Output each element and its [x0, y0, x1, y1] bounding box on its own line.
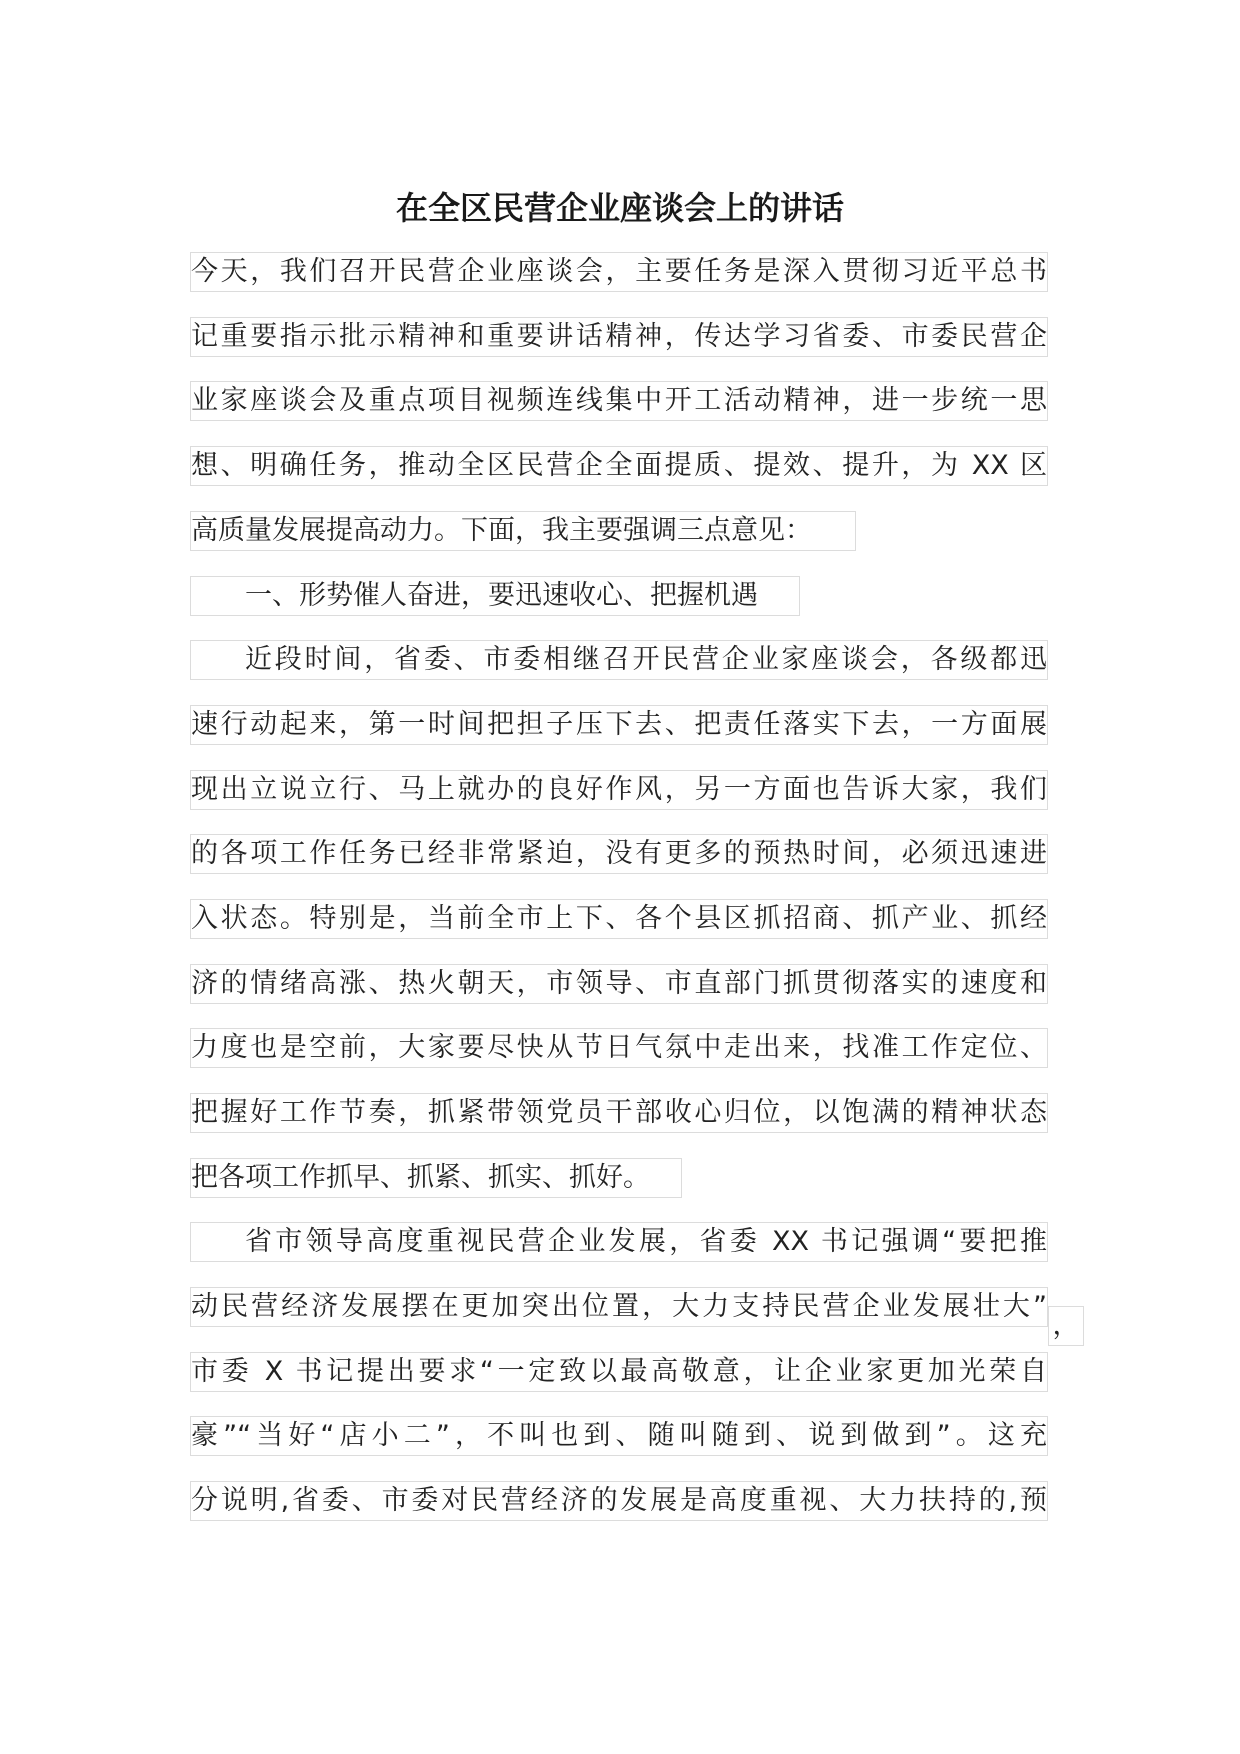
paragraph-line: 动民营经济发展摆在更加突出位置，大力支持民营企业发展壮大”	[190, 1287, 1048, 1327]
paragraph-line: 市委 X 书记提出要求“一定致以最高敬意，让企业家更加光荣自	[190, 1352, 1048, 1392]
section-heading: 一、形势催人奋进，要迅速收心、把握机遇	[190, 576, 800, 616]
paragraph-line: 速行动起来，第一时间把担子压下去、把责任落实下去，一方面展	[190, 705, 1048, 745]
paragraph-line: 省市领导高度重视民营企业发展，省委 XX 书记强调“要把推	[190, 1222, 1048, 1262]
paragraph-line: 高质量发展提高动力。下面，我主要强调三点意见：	[190, 511, 856, 551]
paragraph-line: 业家座谈会及重点项目视频连线集中开工活动精神，进一步统一思	[190, 381, 1048, 421]
paragraph-line: 的各项工作任务已经非常紧迫，没有更多的预热时间，必须迅速进	[190, 834, 1048, 874]
paragraph-line: 分说明,省委、市委对民营经济的发展是高度重视、大力扶持的,预	[190, 1481, 1048, 1521]
paragraph-line: 今天，我们召开民营企业座谈会，主要任务是深入贯彻习近平总书	[190, 252, 1048, 292]
paragraph-line: 记重要指示批示精神和重要讲话精神，传达学习省委、市委民营企	[190, 317, 1048, 357]
paragraph-line: 把各项工作抓早、抓紧、抓实、抓好。	[190, 1158, 682, 1198]
paragraph-line: 济的情绪高涨、热火朝天，市领导、市直部门抓贯彻落实的速度和	[190, 964, 1048, 1004]
paragraph-line: 力度也是空前，大家要尽快从节日气氛中走出来，找准工作定位、	[190, 1028, 1048, 1068]
paragraph-line: 入状态。特别是，当前全市上下、各个县区抓招商、抓产业、抓经	[190, 899, 1048, 939]
stray-comma-box: ，	[1048, 1306, 1084, 1346]
paragraph-line: 现出立说立行、马上就办的良好作风，另一方面也告诉大家，我们	[190, 770, 1048, 810]
paragraph-line: 豪”“当好“店小二”，不叫也到、随叫随到、说到做到”。这充	[190, 1416, 1048, 1456]
paragraph-line: 把握好工作节奏，抓紧带领党员干部收心归位，以饱满的精神状态	[190, 1093, 1048, 1133]
document-title: 在全区民营企业座谈会上的讲话	[395, 189, 844, 227]
paragraph-line: 想、明确任务，推动全区民营企全面提质、提效、提升，为 XX 区	[190, 446, 1048, 486]
paragraph-line: 近段时间，省委、市委相继召开民营企业家座谈会，各级都迅	[190, 640, 1048, 680]
